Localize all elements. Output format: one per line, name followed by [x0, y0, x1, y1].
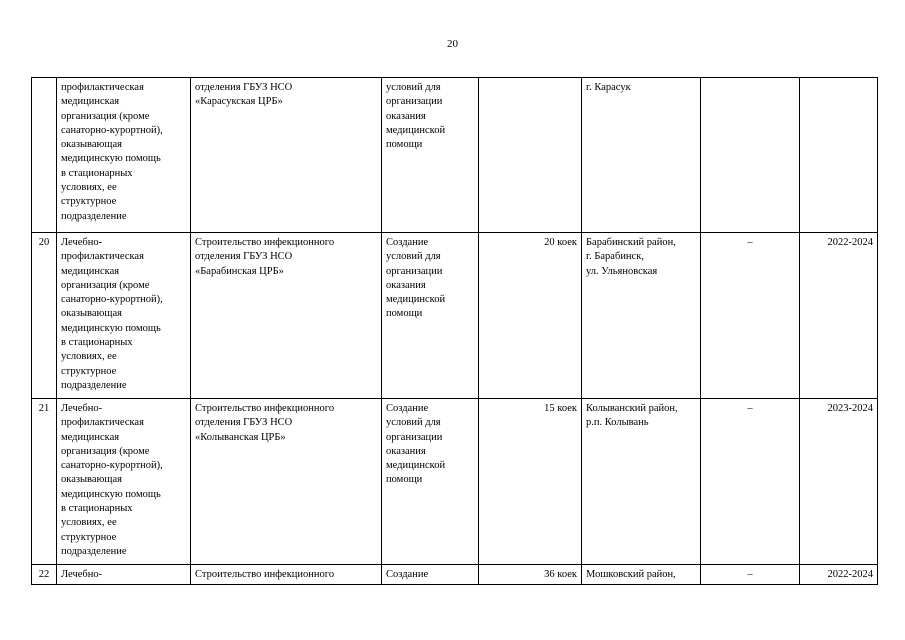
cell-text-line: структурное	[61, 196, 117, 208]
cell-text-line: организации	[386, 265, 443, 277]
table-row	[32, 565, 878, 585]
cell-text-line: подразделение	[61, 379, 127, 391]
cell-text-line: условий для	[386, 82, 441, 93]
capacity-cell	[479, 78, 582, 233]
cell-text-line: медицинской	[386, 124, 446, 136]
extra-cell	[701, 78, 800, 233]
table-body	[32, 78, 878, 585]
table-row	[32, 78, 878, 233]
cell-text-line: организация (кроме	[61, 110, 150, 122]
cell-text: 15 коек	[544, 403, 577, 414]
cell-text-line: медицинской	[386, 460, 446, 472]
cell-text-line: санаторно-курортной),	[61, 124, 163, 136]
cell-text: –	[747, 237, 753, 248]
cell-text-line: р.п. Колывань	[586, 417, 649, 429]
purpose-cell	[382, 565, 479, 585]
cell-text-line: оказания	[386, 279, 426, 291]
row-number-cell	[32, 233, 57, 399]
work-description-cell	[191, 565, 382, 585]
organization-type-cell	[57, 565, 191, 585]
cell-text-line: г. Барабинск,	[586, 251, 644, 263]
cell-text-line: подразделение	[61, 545, 127, 557]
cell-text-line: организации	[386, 431, 443, 443]
cell-text-line: «Колыванская ЦРБ»	[195, 431, 286, 443]
cell-text-line: ул. Ульяновская	[586, 265, 658, 277]
cell-text-line: Строительство инфекционного	[195, 403, 335, 414]
cell-text-line: организации	[386, 96, 443, 108]
period-cell	[800, 233, 878, 399]
cell-text-line: подразделение	[61, 210, 127, 222]
organization-type-cell	[57, 78, 191, 233]
cell-text-line: условиях, ее	[61, 351, 117, 363]
cell-text-line: Лечебно-	[61, 237, 103, 248]
cell-text: –	[747, 569, 753, 580]
cell-text-line: условий для	[386, 417, 441, 429]
row-number-cell	[32, 565, 57, 585]
cell-text-line: Создание	[386, 569, 429, 580]
cell-text-line: Лечебно-	[61, 403, 103, 414]
cell-text-line: отделения ГБУЗ НСО	[195, 417, 293, 429]
organization-type-cell	[57, 233, 191, 399]
location-cell	[582, 565, 701, 585]
cell-text-line: в стационарных	[61, 167, 133, 179]
cell-text: 21	[38, 403, 50, 414]
cell-text-line: Создание	[386, 237, 429, 248]
row-number-cell	[32, 78, 57, 233]
row-number-cell	[32, 399, 57, 565]
cell-text-line: условий для	[386, 251, 441, 263]
period-cell	[800, 565, 878, 585]
purpose-cell	[382, 233, 479, 399]
location-cell	[582, 399, 701, 565]
extra-cell	[701, 565, 800, 585]
cell-text-line: медицинская	[61, 96, 120, 108]
cell-text: 20	[38, 237, 50, 248]
cell-text: 36 коек	[544, 569, 577, 580]
cell-text-line: оказания	[386, 110, 426, 122]
cell-text: 22	[38, 569, 50, 580]
capacity-cell	[479, 233, 582, 399]
cell-text-line: медицинская	[61, 265, 120, 277]
cell-text: 20 коек	[544, 237, 577, 248]
cell-text-line: профилактическая	[61, 417, 144, 429]
cell-text-line: условиях, ее	[61, 517, 117, 529]
cell-text-line: г. Карасук	[586, 82, 631, 93]
cell-text-line: оказывающая	[61, 139, 122, 151]
cell-text-line: оказывающая	[61, 474, 122, 486]
cell-text-line: отделения ГБУЗ НСО	[195, 251, 293, 263]
cell-text: –	[747, 403, 753, 414]
location-cell	[582, 78, 701, 233]
cell-text-line: медицинской	[386, 294, 446, 306]
work-description-cell	[191, 78, 382, 233]
cell-text-line: профилактическая	[61, 251, 144, 263]
cell-text-line: в стационарных	[61, 337, 133, 349]
location-cell	[582, 233, 701, 399]
cell-text-line: санаторно-курортной),	[61, 294, 163, 306]
cell-text-line: медицинскую помощь	[61, 153, 161, 165]
purpose-cell	[382, 399, 479, 565]
cell-text-line: Мошковский район,	[586, 569, 676, 580]
facilities-table	[31, 77, 878, 585]
table-row	[32, 233, 878, 399]
cell-text-line: помощи	[386, 474, 423, 486]
cell-text-line: Лечебно-	[61, 569, 103, 580]
page-number: 20	[447, 38, 458, 50]
purpose-cell	[382, 78, 479, 233]
work-description-cell	[191, 233, 382, 399]
cell-text-line: оказывающая	[61, 308, 122, 320]
cell-text-line: организация (кроме	[61, 279, 150, 291]
cell-text-line: Создание	[386, 403, 429, 414]
period-cell	[800, 78, 878, 233]
cell-text-line: помощи	[386, 308, 423, 320]
work-description-cell	[191, 399, 382, 565]
cell-text-line: условиях, ее	[61, 182, 117, 194]
cell-text-line: медицинскую помощь	[61, 322, 161, 334]
cell-text-line: Строительство инфекционного	[195, 569, 335, 580]
extra-cell	[701, 233, 800, 399]
cell-text-line: медицинская	[61, 431, 120, 443]
cell-text-line: «Барабинская ЦРБ»	[195, 265, 284, 277]
table-row	[32, 399, 878, 565]
cell-text: 2022-2024	[827, 569, 873, 580]
cell-text-line: структурное	[61, 365, 117, 377]
organization-type-cell	[57, 399, 191, 565]
cell-text-line: санаторно-курортной),	[61, 460, 163, 472]
cell-text-line: организация (кроме	[61, 445, 150, 457]
period-cell	[800, 399, 878, 565]
capacity-cell	[479, 565, 582, 585]
cell-text: 2023-2024	[827, 403, 873, 414]
cell-text-line: медицинскую помощь	[61, 488, 161, 500]
cell-text-line: Барабинский район,	[586, 237, 676, 248]
cell-text-line: отделения ГБУЗ НСО	[195, 82, 293, 93]
capacity-cell	[479, 399, 582, 565]
cell-text-line: структурное	[61, 531, 117, 543]
cell-text: 2022-2024	[827, 237, 873, 248]
cell-text-line: оказания	[386, 445, 426, 457]
cell-text-line: помощи	[386, 139, 423, 151]
cell-text-line: в стационарных	[61, 503, 133, 515]
cell-text-line: «Карасукская ЦРБ»	[195, 96, 283, 108]
cell-text-line: Строительство инфекционного	[195, 237, 335, 248]
cell-text-line: Колыванский район,	[586, 403, 678, 414]
extra-cell	[701, 399, 800, 565]
cell-text-line: профилактическая	[61, 82, 144, 93]
